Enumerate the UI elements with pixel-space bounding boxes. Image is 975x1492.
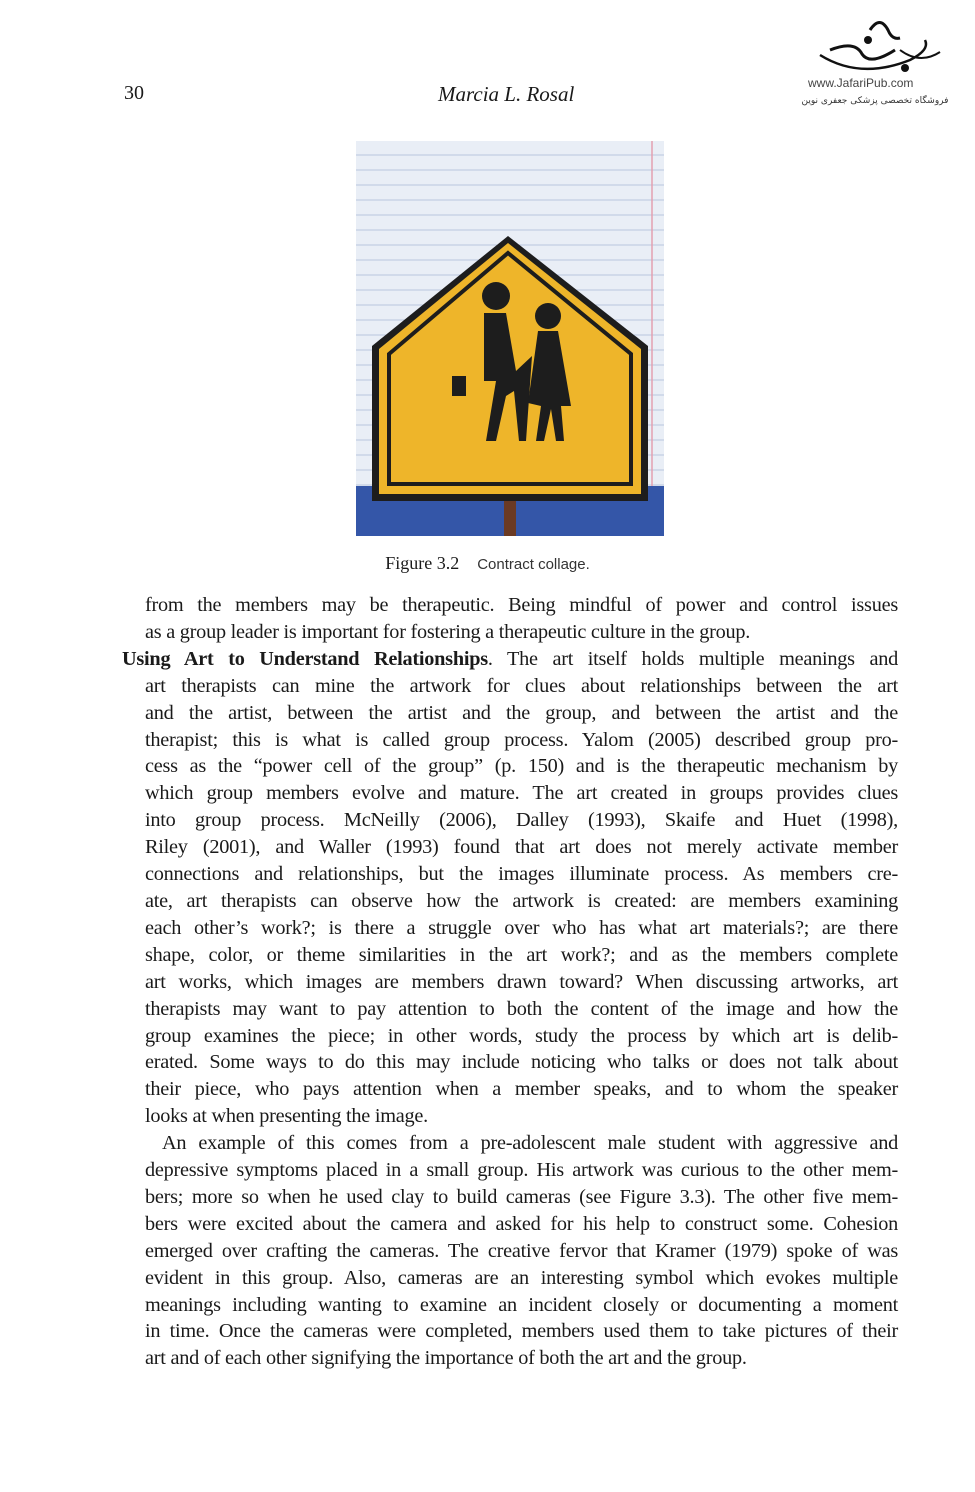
section-heading: Using Art to Understand Relationships: [122, 647, 488, 670]
figure-title: Contract collage.: [477, 556, 590, 573]
text-line: meanings including wanting to examine an incident closely or documenting a moment: [145, 1293, 898, 1316]
text-line: looks at when presenting the image.: [145, 1105, 429, 1128]
text-line: Riley (2001), and Waller (1993) found that art does not merely activate member: [145, 836, 898, 859]
text-line: bers; more so when he used clay to build cameras (see Figure 3.3). The other five mem-: [145, 1185, 898, 1208]
text-line: depressive symptoms placed in a small group. His artwork was curious to the other mem-: [145, 1159, 898, 1182]
figure-caption: [0, 553, 975, 574]
text-line: emerged over crafting the cameras. The creative fervor that Kramer (1979) spoke of was: [145, 1239, 898, 1262]
watermark-tagline: فروشگاه تخصصی پزشکی جعفری نوین: [801, 96, 949, 106]
text-line: art therapists can mine the artwork for clues about relationships between the art: [145, 674, 898, 697]
text-line: An example of this comes from a pre-adolescent male student with aggressive and: [162, 1132, 898, 1155]
figure-label: Figure 3.2: [385, 553, 460, 573]
body-text: [122, 592, 898, 1372]
text-line: evident in this group. Also, cameras are an interesting symbol which evokes multiple: [145, 1266, 898, 1289]
publisher-watermark-logo: [800, 10, 960, 110]
text-line: ate, art therapists can observe how the artwork is created: are members examining: [145, 889, 898, 912]
text-line: as a group leader is important for fostering a therapeutic culture in the group.: [145, 620, 751, 643]
text-line: which group members evolve and mature. The art created in groups provides clues: [145, 782, 898, 805]
text-line: bers were excited about the camera and asked for his help to construct some. Cohesion: [145, 1212, 898, 1235]
text-line: therapist; this is what is called group process. Yalom (2005) described group pro-: [145, 728, 898, 751]
text-line: [122, 646, 898, 673]
text-line: into group process. McNeilly (2006), Dalley (1993), Skaife and Huet (1998),: [145, 809, 898, 832]
page-number: 30: [124, 82, 144, 104]
text-line: art works, which images are members drawn toward? When discussing artworks, art: [145, 970, 898, 993]
figure-photo-school-crossing-sign: [356, 141, 664, 536]
text-line: and the artist, between the artist and the group, and between the artist and the: [145, 701, 898, 724]
text-line: shape, color, or theme similarities in the art work?; and as the members complete: [145, 943, 898, 966]
heading-rest-text: . The art itself holds multiple meanings and: [487, 647, 898, 670]
text-line: erated. Some ways to do this may include noticing who talks or does not talk about: [145, 1051, 898, 1074]
running-head: Marcia L. Rosal: [438, 82, 575, 106]
text-line: connections and relationships, but the images illuminate process. As members cre-: [145, 863, 898, 886]
text-line: their piece, who pays attention when a member speaks, and to whom the speaker: [145, 1078, 898, 1101]
calligraphy-logo-icon: [800, 10, 960, 76]
text-line: from the members may be therapeutic. Being mindful of power and control issues: [145, 594, 898, 616]
watermark-url: www.JafariPub.com: [808, 76, 914, 90]
text-line: therapists may want to pay attention to both the content of the image and how the: [145, 997, 898, 1020]
text-line: each other’s work?; is there a struggle over who has what art materials?; are there: [145, 916, 898, 939]
text-line: cess as the “power cell of the group” (p. 150) and is the therapeutic mechanism by: [145, 755, 898, 778]
text-line: in time. Once the cameras were completed, members used them to take pictures of their: [145, 1320, 898, 1343]
text-line: art and of each other signifying the importance of both the art and the group.: [145, 1347, 747, 1370]
text-line: group examines the piece; in other words, study the process by which art is delib-: [145, 1024, 898, 1047]
